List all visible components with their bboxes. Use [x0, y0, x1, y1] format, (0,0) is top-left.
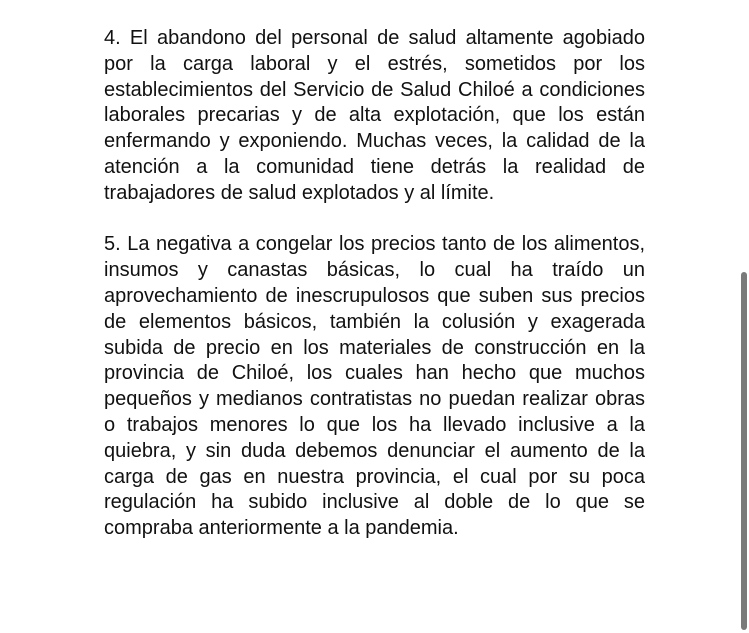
paragraph-4: 4. El abandono del personal de salud altamente agobiado por la carga laboral y el estrés, sometidos por los establecimientos del Servicio de Salud Chiloé a condiciones laborales precarias y de alta explotación, que los están enfermando y exponiendo. Muchas veces, la calidad de la atención a la comunidad tiene detrás la realidad de trabajadores de salud explotados y al límite. [104, 27, 645, 204]
document-body [104, 26, 645, 542]
paragraph-5: 5. La negativa a congelar los precios tanto de los alimentos, insumos y canastas básicas, lo cual ha traído un aprovechamiento de inescrupulosos que suben sus precios de elementos básicos, también la colusión y exagerada subida de precio en los materiales de construcción en la provincia de Chiloé, los cuales han hecho que muchos pequeños y medianos contratistas no puedan realizar obras o trabajos menores lo que los ha llevado inclusive a la quiebra, y sin duda debemos denunciar el aumento de la carga de gas en nuestra provincia, el cual por su poca regulación ha subido inclusive al doble de lo que se compraba anteriormente a la pandemia. [104, 233, 645, 540]
vertical-scrollbar[interactable] [741, 272, 747, 630]
